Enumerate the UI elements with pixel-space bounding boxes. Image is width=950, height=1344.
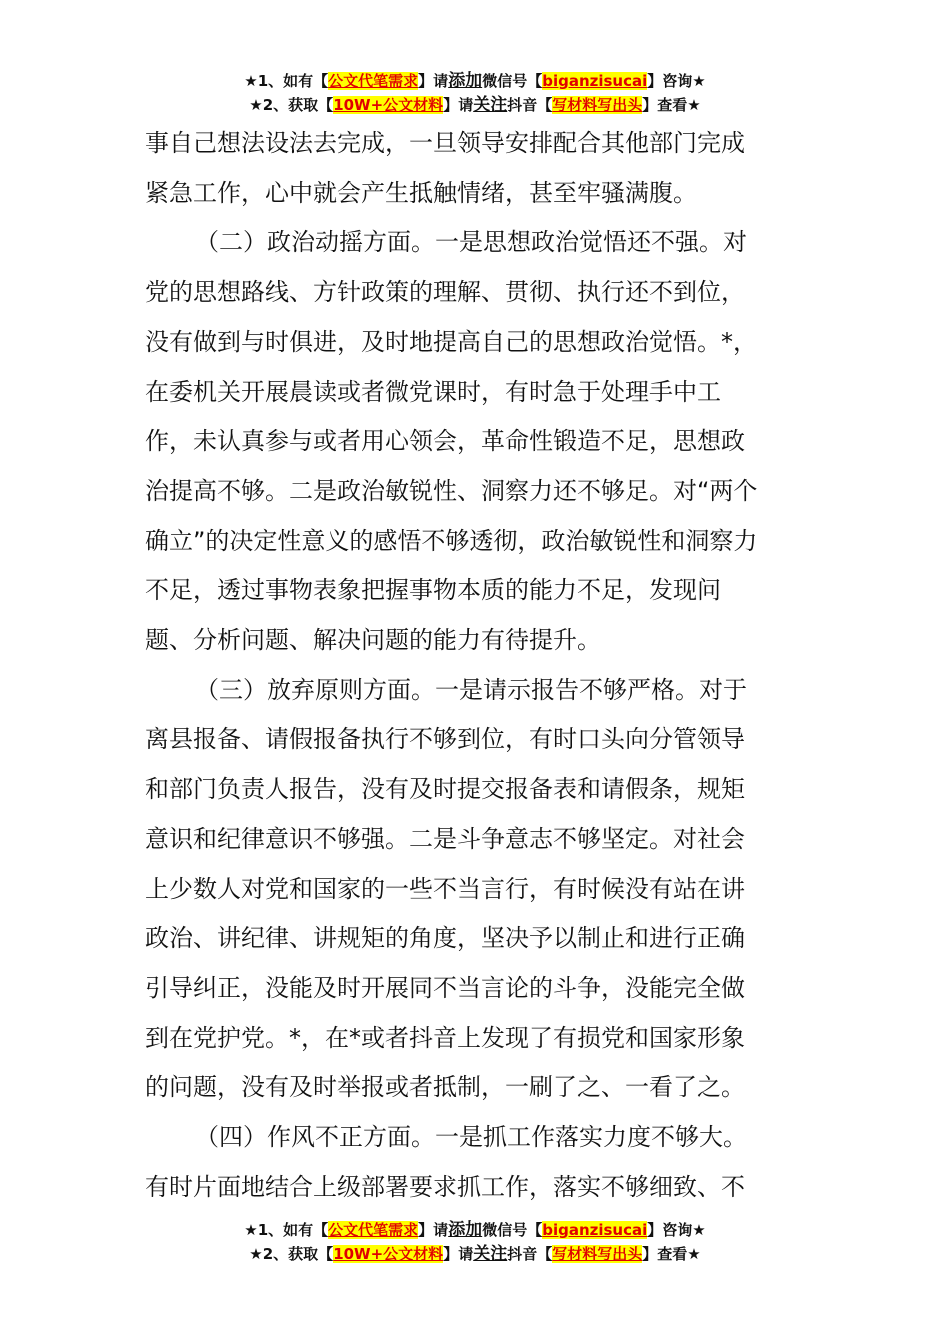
text-line: 治提高不够。二是政治敏锐性、洞察力还不够足。对“两个: [145, 476, 758, 505]
text-line: 紧急工作，心中就会产生抵触情绪，甚至牢骚满腹。: [145, 178, 697, 207]
text-line: 党的思想路线、方针政策的理解、贯彻、执行还不到位，: [145, 278, 745, 307]
text-line: 引导纠正，没能及时开展同不当言论的斗争，没能完全做: [145, 973, 745, 1002]
banner-highlight: 10W+公文材料: [333, 1245, 444, 1263]
text-line: 和部门负责人报告，没有及时提交报备表和请假条，规矩: [145, 775, 745, 804]
banner-text: 抖音【: [507, 96, 553, 114]
bottom-banner-line-2: [0, 1242, 950, 1266]
text-line: 的问题，没有及时举报或者抵制，一刷了之、一看了之。: [145, 1073, 745, 1102]
top-banner-line-1: [0, 69, 950, 93]
banner-emphasis: 关注: [473, 95, 508, 115]
banner-highlight: 写材料写出头: [552, 1245, 643, 1263]
text-line: 上少数人对党和国家的一些不当言行，有时候没有站在讲: [145, 874, 745, 903]
text-line: （四）作风不正方面。一是抓工作落实力度不够大。: [195, 1123, 747, 1151]
banner-text: ★2、获取【: [249, 96, 334, 114]
banner-emphasis: 关注: [473, 1244, 508, 1264]
banner-text: ★1、如有【: [244, 1221, 329, 1239]
banner-text: 】请: [443, 96, 474, 114]
text-line: 在委机关开展晨读或者微党课时，有时急于处理手中工: [145, 377, 721, 406]
banner-highlight: 公文代笔需求: [328, 72, 419, 90]
banner-emphasis: 添加: [448, 1220, 483, 1240]
banner-text: 微信号【: [482, 1221, 543, 1239]
banner-text: 】查看★: [642, 96, 701, 114]
text-line: 事自己想法设法去完成，一旦领导安排配合其他部门完成: [145, 129, 745, 157]
banner-text: ★1、如有【: [244, 72, 329, 90]
text-line: 不足，透过事物表象把握事物本质的能力不足，发现问: [145, 576, 721, 605]
banner-highlight: 公文代笔需求: [328, 1221, 419, 1239]
banner-text: 抖音【: [507, 1245, 553, 1263]
text-line: 没有做到与时俱进，及时地提高自己的思想政治觉悟。*，: [145, 327, 757, 356]
banner-highlight: 写材料写出头: [552, 96, 643, 114]
text-line: 题、分析问题、解决问题的能力有待提升。: [145, 626, 601, 654]
banner-text: 】咨询★: [647, 1221, 706, 1239]
banner-text: 】请: [418, 1221, 449, 1239]
text-line: （三）放弃原则方面。一是请示报告不够严格。对于: [195, 675, 747, 704]
top-banner-line-2: [0, 93, 950, 117]
text-line: 作，未认真参与或者用心领会，革命性锻造不足，思想政: [145, 427, 745, 456]
banner-text: 】咨询★: [647, 72, 706, 90]
banner-highlight: 10W+公文材料: [333, 96, 444, 114]
text-line: 意识和纪律意识不够强。二是斗争意志不够坚定。对社会: [145, 824, 745, 853]
text-line: （二）政治动摇方面。一是思想政治觉悟还不强。对: [195, 228, 747, 257]
text-line: 确立”的决定性意义的感悟不够透彻，政治敏锐性和洞察力: [145, 526, 758, 555]
banner-text: 微信号【: [482, 72, 543, 90]
banner-text: 】查看★: [642, 1245, 701, 1263]
banner-highlight: biganzisucai: [542, 1221, 648, 1239]
text-line: 有时片面地结合上级部署要求抓工作，落实不够细致、不: [145, 1172, 745, 1201]
banner-text: ★2、获取【: [249, 1245, 334, 1263]
text-line: 离县报备、请假报备执行不够到位，有时口头向分管领导: [145, 725, 745, 754]
text-line: 到在党护党。*，在*或者抖音上发现了有损党和国家形象: [145, 1023, 745, 1052]
text-line: 政治、讲纪律、讲规矩的角度，坚决予以制止和进行正确: [145, 924, 745, 953]
bottom-banner-line-1: [0, 1218, 950, 1242]
banner-emphasis: 添加: [448, 71, 483, 91]
banner-text: 】请: [443, 1245, 474, 1263]
banner-highlight: biganzisucai: [542, 72, 648, 90]
banner-text: 】请: [418, 72, 449, 90]
